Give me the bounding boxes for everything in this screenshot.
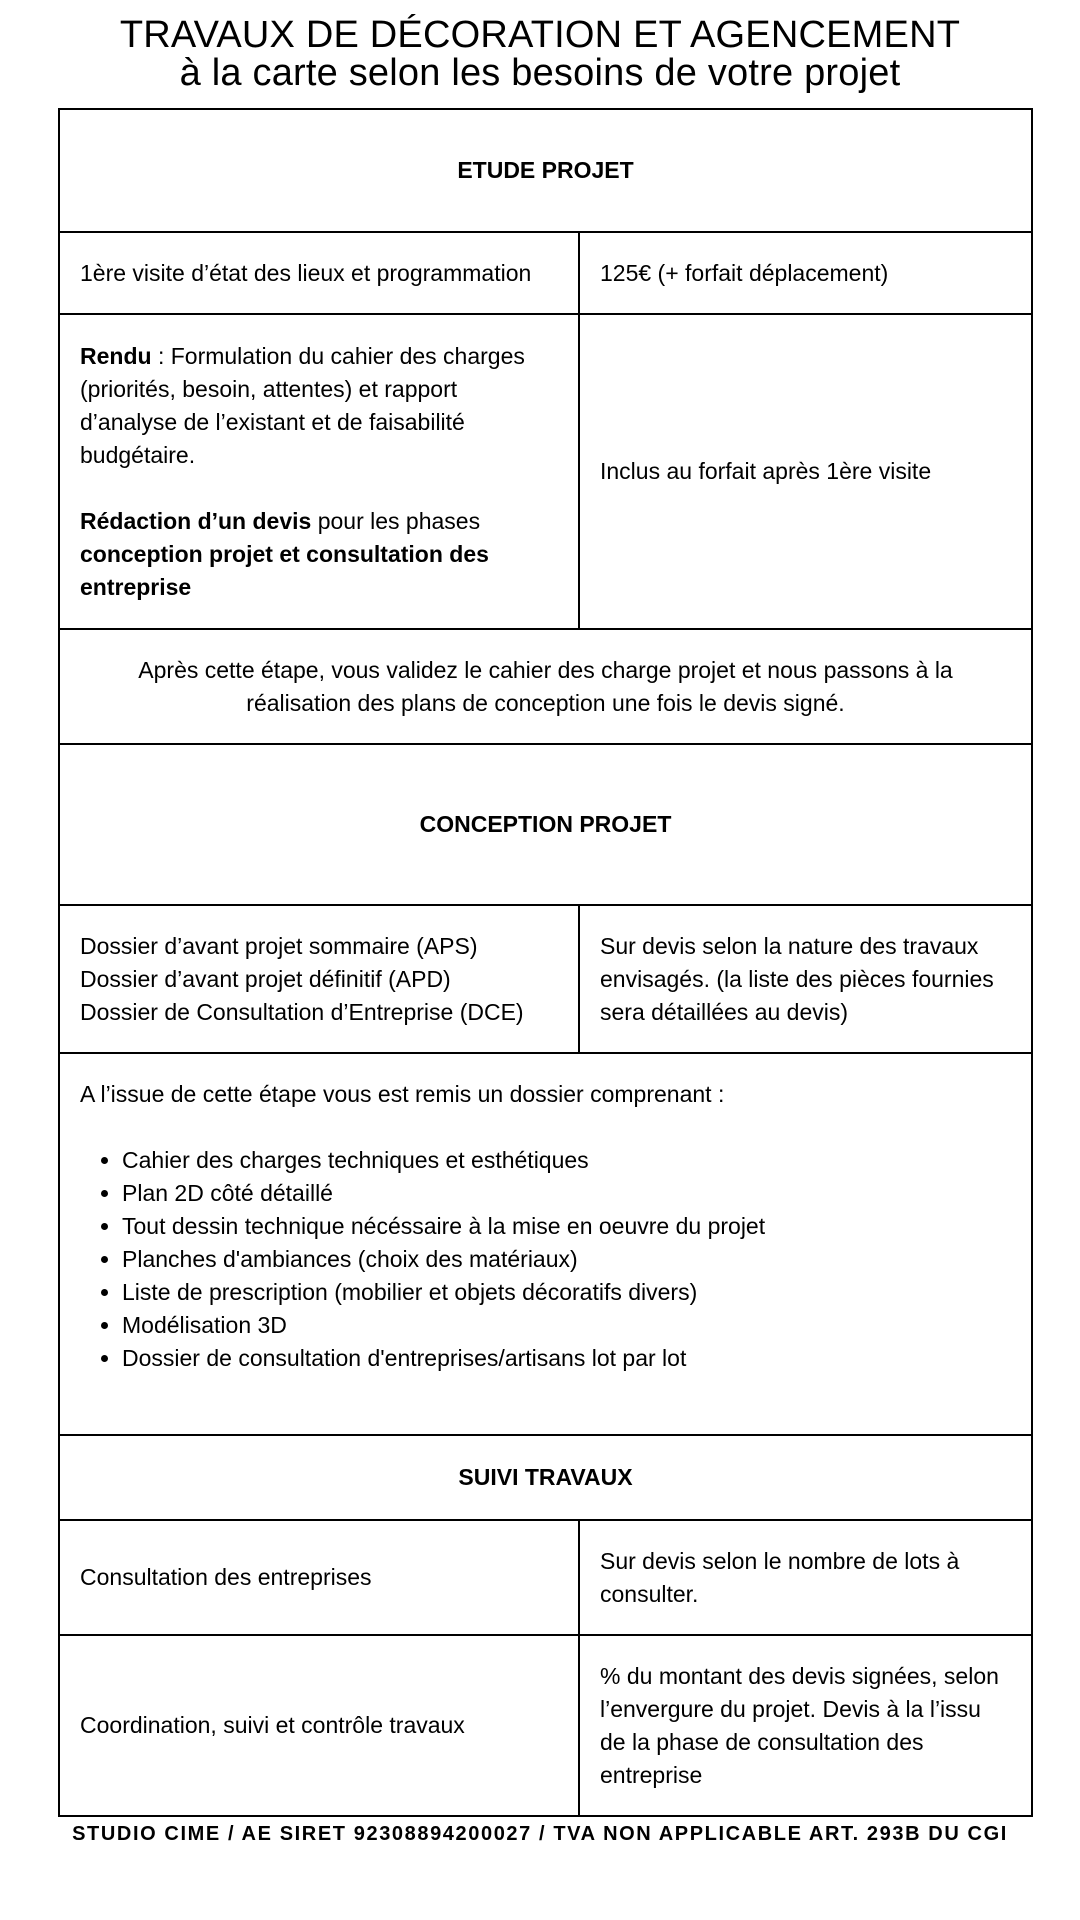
list-item: • Cahier des charges techniques et esthétiques xyxy=(122,1144,1011,1177)
rendu-cell xyxy=(59,314,579,629)
dossier-aps: Dossier d’avant projet sommaire (APS) xyxy=(80,932,478,959)
rendu-text: : Formulation du cahier des charges (priorités, besoin, attentes) et rapport d’analyse de l’existant et de faisabilité budgétaire. xyxy=(80,342,525,468)
list-item: • Planches d'ambiances (choix des matériaux) xyxy=(122,1243,1011,1276)
section-title-suivi: SUIVI TRAVAUX xyxy=(59,1435,1032,1520)
etude-note: Après cette étape, vous validez le cahier des charge projet et nous passons à la réalisation des plans de conception une fois le devis signé. xyxy=(59,629,1032,744)
consultation-label: Consultation des entreprises xyxy=(59,1520,579,1635)
rendu-price: Inclus au forfait après 1ère visite xyxy=(579,314,1032,629)
consultation-price: Sur devis selon le nombre de lots à consulter. xyxy=(579,1520,1032,1635)
devis-text: pour les phases xyxy=(311,507,481,534)
dossier-apd: Dossier d’avant projet définitif (APD) xyxy=(80,965,451,992)
conception-price: Sur devis selon la nature des travaux envisagés. (la liste des pièces fournies sera détaillées au devis) xyxy=(579,905,1032,1053)
coordination-label: Coordination, suivi et contrôle travaux xyxy=(59,1635,579,1816)
spacer xyxy=(80,472,558,505)
spacer xyxy=(80,1111,1011,1144)
section-title-conception: CONCEPTION PROJET xyxy=(59,744,1032,905)
section-row-etude xyxy=(59,109,1032,232)
deliverables-list xyxy=(80,1144,1011,1375)
table-row xyxy=(59,1635,1032,1816)
visit-label: 1ère visite d’état des lieux et programmation xyxy=(59,232,579,314)
devis-label: Rédaction d’un devis xyxy=(80,507,312,534)
dossier-dce: Dossier de Consultation d’Entreprise (DCE) xyxy=(80,998,524,1025)
table-row xyxy=(59,232,1032,314)
table-row xyxy=(59,629,1032,744)
table-row xyxy=(59,905,1032,1053)
document-subtitle: à la carte selon les besoins de votre projet xyxy=(179,52,901,94)
list-item: • Dossier de consultation d'entreprises/artisans lot par lot xyxy=(122,1342,1011,1375)
table-row xyxy=(59,1520,1032,1635)
section-row-conception xyxy=(59,744,1032,905)
list-item: • Liste de prescription (mobilier et objets décoratifs divers) xyxy=(122,1276,1011,1309)
table-row xyxy=(59,1053,1032,1435)
section-title-etude: ETUDE PROJET xyxy=(59,109,1032,232)
list-item: • Modélisation 3D xyxy=(122,1309,1011,1342)
coordination-price: % du montant des devis signées, selon l’envergure du projet. Devis à la l’issu de la phase de consultation des entreprise xyxy=(579,1635,1032,1816)
rendu-paragraph xyxy=(80,340,558,472)
table-row xyxy=(59,314,1032,629)
deliverables-intro: A l’issue de cette étape vous est remis un dossier comprenant : xyxy=(80,1081,725,1107)
list-item: • Plan 2D côté détaillé xyxy=(122,1177,1011,1210)
section-row-suivi xyxy=(59,1435,1032,1520)
pricing-table xyxy=(58,108,1033,1817)
devis-phases: conception projet et consultation des entreprise xyxy=(80,540,489,600)
document-title: TRAVAUX DE DÉCORATION ET AGENCEMENT xyxy=(119,14,961,56)
visit-price: 125€ (+ forfait déplacement) xyxy=(579,232,1032,314)
dossiers-cell xyxy=(59,905,579,1053)
footer-legal: STUDIO CIME / AE SIRET 92308894200027 / TVA NON APPLICABLE ART. 293B DU CGI xyxy=(72,1823,1008,1845)
devis-paragraph xyxy=(80,505,558,604)
document-header xyxy=(0,16,1080,92)
rendu-label: Rendu xyxy=(80,342,152,369)
deliverables-cell xyxy=(59,1053,1032,1435)
list-item: • Tout dessin technique nécéssaire à la mise en oeuvre du projet xyxy=(122,1210,1011,1243)
